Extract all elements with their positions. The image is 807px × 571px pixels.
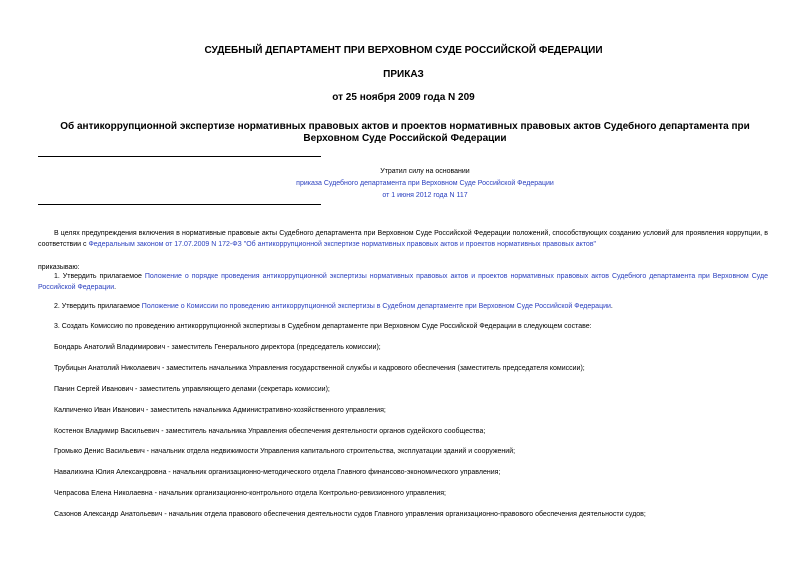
status-note-link[interactable]: приказа Судебного департамента при Верховном Суде Российской Федерации [296, 180, 554, 187]
document-type: ПРИКАЗ [383, 69, 424, 80]
order-item-3: 3. Создать Комиссию по проведению антикоррупционной экспертизы в Судебном департаменте при Верховном Суде Российской Федерации в следующем составе: [54, 323, 592, 330]
department-heading: СУДЕБНЫЙ ДЕПАРТАМЕНТ ПРИ ВЕРХОВНОМ СУДЕ РОССИЙСКОЙ ФЕДЕРАЦИИ [204, 45, 603, 56]
status-note-link-date[interactable]: от 1 июня 2012 года N 117 [382, 192, 468, 199]
commission-member: Трубицын Анатолий Николаевич - заместитель начальника Управления государственной службы и кадрового обеспечения (заместитель председателя комиссии); [54, 365, 585, 372]
order-item-1-text: 1. Утвердить прилагаемое [54, 273, 145, 280]
commission-member: Панин Сергей Иванович - заместитель управляющего делами (секретарь комиссии); [54, 386, 330, 393]
preamble-paragraph [38, 228, 768, 250]
orders-label: приказываю: [38, 264, 80, 271]
order-item-1-end: . [114, 284, 117, 291]
preamble-text: В целях предупреждения включения в нормативные правовые акты Судебного департамента при Верховном Суде Российской Федерации положений, способствующих созданию условий для проявления коррупции, в соответствии с [38, 230, 768, 248]
order-item-2-text: 2. Утвердить прилагаемое [54, 303, 142, 310]
regulation-expertise-link[interactable]: Положение о порядке проведения антикоррупционной экспертизы нормативных правовых актов и проектов нормативных правовых актов Судебного департамента при Верховном Суде Российской Федерации [38, 273, 769, 291]
commission-member: Навалихина Юлия Александровна - начальник организационно-методического отдела Главного финансово-экономического управления; [54, 469, 501, 476]
commission-member: Костенок Владимир Васильевич - заместитель начальника Управления обеспечения деятельности органов судейского сообщества; [54, 428, 486, 435]
document-title: Об антикоррупционной экспертизе нормативных правовых актов и проектов нормативных правовых актов Судебного департамента при Верховном Суде Российской Федерации [60, 121, 750, 144]
commission-member: Громыко Денис Васильевич - начальник отдела недвижимости Управления капитального строительства, эксплуатации зданий и сооружений; [54, 448, 516, 455]
status-note-line1: Утратил силу на основании [380, 168, 470, 175]
divider-top [38, 156, 321, 157]
commission-member: Калпиченко Иван Иванович - заместитель начальника Административно-хозяйственного управления; [54, 407, 386, 414]
commission-member: Чепрасова Елена Николаевна - начальник организационно-контрольного отдела Контрольно-ревизионного управления; [54, 490, 446, 497]
order-item-2 [38, 301, 768, 312]
commission-member: Бондарь Анатолий Владимирович - заместитель Генерального директора (председатель комиссии); [54, 344, 381, 351]
order-item-2-end: . [610, 303, 613, 310]
commission-member: Сазонов Александр Анатольевич - начальник отдела правового обеспечения деятельности судов Главного управления организационно-правового обеспечения деятельности судов; [54, 511, 646, 518]
divider-bottom [38, 204, 321, 205]
order-item-1 [38, 271, 768, 293]
document-date: от 25 ноября 2009 года N 209 [332, 92, 475, 103]
regulation-commission-link[interactable]: Положение о Комиссии по проведению антикоррупционной экспертизы в Судебном департаменте при Верховном Суде Российской Федерации [141, 303, 611, 310]
federal-law-link[interactable]: Федеральным законом от 17.07.2009 N 172-ФЗ "Об антикоррупционной экспертизе нормативных правовых актов и проектов нормативных правовых актов" [88, 241, 597, 248]
